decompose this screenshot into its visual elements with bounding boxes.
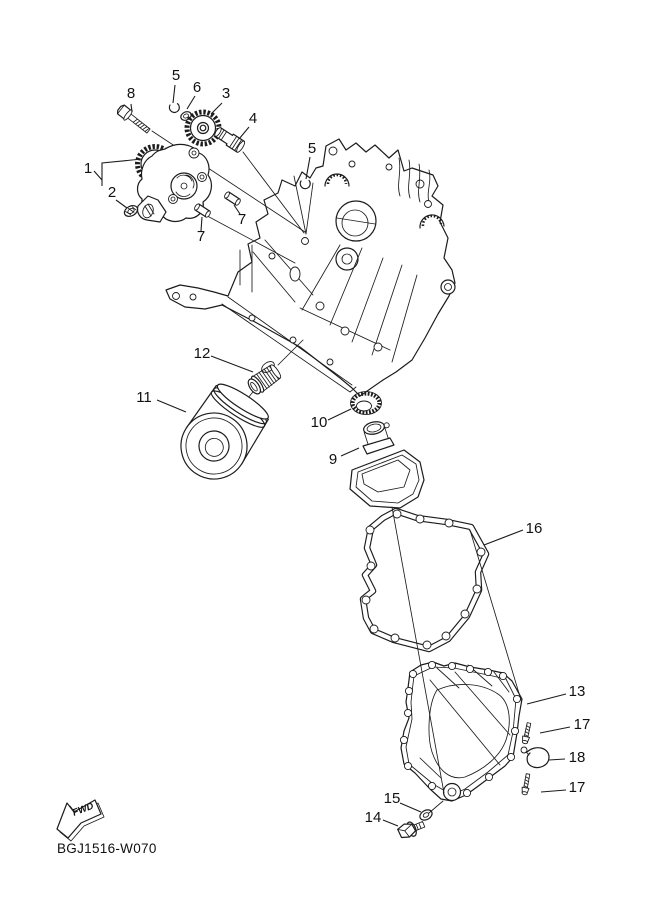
drain-washer-drawing [418,808,434,822]
drain-boss [444,784,461,801]
fwd-label: FWD [71,800,96,819]
callout-9: 9 [328,451,338,468]
callout-3: 3 [221,85,231,102]
diagram-code: BGJ1516-W070 [57,841,157,856]
oil-pan-gasket-drawing [362,510,486,649]
callout-16: 16 [525,520,543,537]
pump-shaft-drawing [213,125,246,153]
dowel-pin-rear-drawing [224,191,242,206]
callout-13: 13 [568,683,586,700]
circlip-washer-drawing [169,104,179,113]
callout-10: 10 [310,414,328,431]
callout-14: 14 [364,809,382,826]
callout-2: 2 [107,184,117,201]
callout-5b: 5 [307,140,317,157]
callout-11: 11 [136,389,152,406]
clamp-drawing [521,747,549,768]
callout-4: 4 [248,110,258,127]
oil-pan-drawing [400,661,522,801]
callout-17a: 17 [573,716,591,733]
pan-bolt-lower-drawing [521,773,532,795]
callout-7b: 7 [196,228,206,245]
flange-bolt-drawing [115,103,152,136]
callout-1: 1 [83,160,93,177]
drain-bolt-drawing [397,817,427,841]
gasket-bolt-holes [362,510,485,649]
callout-12: 12 [193,345,211,362]
callout-15: 15 [383,790,401,807]
pan-bolt-upper-drawing [521,722,532,744]
oil-strainer-drawing [350,419,424,508]
o-ring-drawing [351,392,382,415]
oil-filter-drawing [168,378,274,492]
callout-6: 6 [192,79,202,96]
seal-washer-drawing [123,203,140,218]
fwd-marker [57,800,104,841]
callout-17b: 17 [568,779,586,796]
callout-7a: 7 [237,211,247,228]
callout-8: 8 [126,85,136,102]
callout-18: 18 [568,749,586,766]
callout-5a: 5 [171,67,181,84]
pump-driven-gear-drawing [187,112,219,144]
